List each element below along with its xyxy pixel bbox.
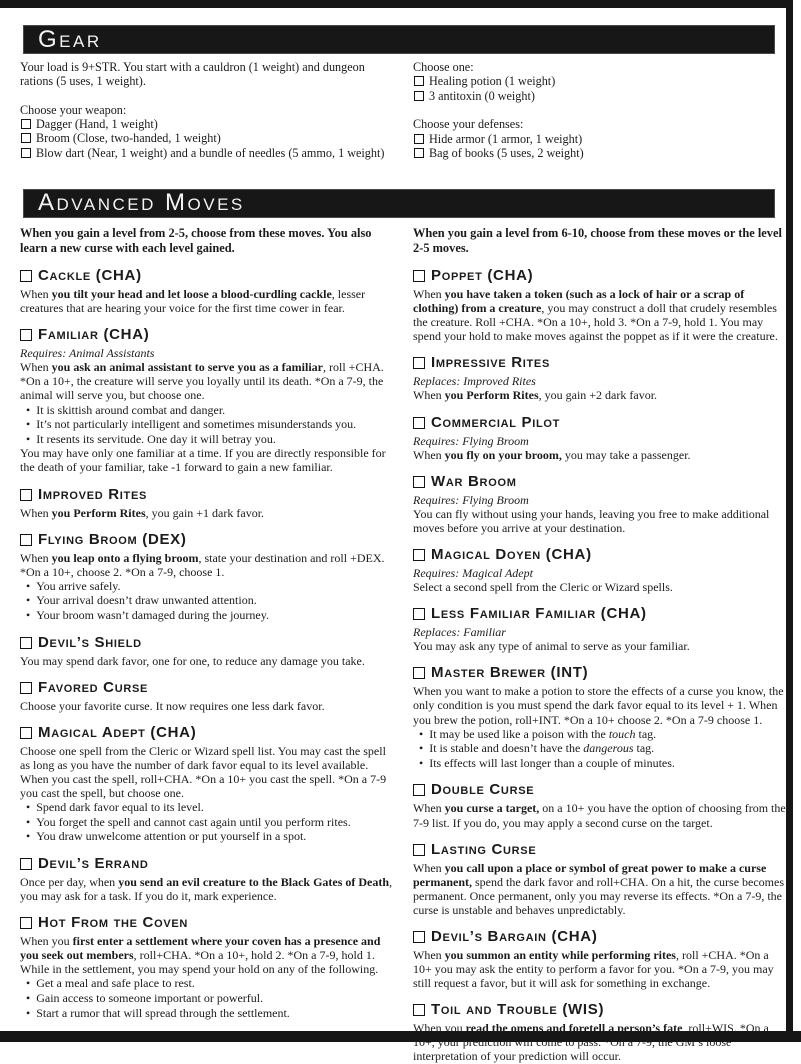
move-checkbox[interactable] [20, 637, 32, 649]
gear-section-header [23, 25, 775, 54]
move-checkbox[interactable] [20, 489, 32, 501]
advanced-moves-columns [20, 224, 788, 1064]
gear-option-label: Hide armor (1 armor, 1 weight) [429, 131, 583, 146]
move-title-label: Lasting Curse [431, 840, 537, 858]
move-body: Once per day, when you send an evil creature to the Black Gates of Death, you may ask for a task. If you do it, mark experience. [20, 874, 393, 903]
move-commercial-pilot [413, 414, 788, 462]
move-title [413, 605, 788, 623]
move-checkbox[interactable] [413, 270, 425, 282]
move-title-label: Improved Rites [38, 485, 148, 503]
gear-right-column [413, 60, 788, 175]
move-bullet-list [20, 403, 398, 447]
move-title [20, 486, 398, 504]
move-body: You may ask any type of animal to serve as your familiar. [413, 639, 690, 654]
advanced-moves-section-title: Advanced Moves [38, 189, 245, 217]
move-improved-rites [20, 486, 398, 520]
move-body: When you want to make a potion to store the effects of a curse you know, the only condition is you must spend the dark favor equal to its level + 1. When you brew the potion, roll+INT. *On a 10+ choose 2. *On a 7-9 choose 1. [413, 684, 784, 727]
move-bullet-item: • You draw unwelcome attention or put yourself in a spot. [26, 829, 398, 844]
move-double-curse [413, 781, 788, 829]
move-body: When you summon an entity while performing rites, roll +CHA. *On a 10+ you may ask the entity to perform a favor for you. *On a 7-9, you may still request a favor, but it will ask for something in exchange. [413, 948, 774, 991]
move-title-label: Devil’s Bargain (CHA) [431, 928, 598, 945]
move-bullet-list [20, 579, 398, 623]
gear-option-label: Blow dart (Near, 1 weight) and a bundle of needles (5 ammo, 1 weight) [36, 146, 385, 161]
move-war-broom [413, 473, 788, 535]
move-body: When you tilt your head and let loose a blood-curdling cackle, lesser creatures that are hearing your voice for the first time cower in fear. [20, 286, 366, 316]
move-magical-doyen-cha [413, 546, 788, 594]
move-poppet-cha [413, 267, 788, 343]
move-title [20, 634, 398, 652]
move-title [20, 679, 398, 697]
gear-left-column [20, 60, 398, 175]
move-checkbox[interactable] [413, 844, 425, 856]
gear-option-checkbox[interactable] [414, 134, 424, 144]
move-master-brewer-int [413, 664, 788, 770]
move-bullet-list [413, 727, 788, 771]
move-title [413, 414, 788, 432]
move-toil-and-trouble-wis [413, 1001, 788, 1063]
move-checkbox[interactable] [20, 329, 32, 341]
gear-option-checkbox[interactable] [21, 119, 31, 129]
move-body: Choose one spell from the Cleric or Wizard spell list. You may cast the spell as long as you have the number of dark favor equal to its level available. When you cast the spell, roll+CHA. *On a 10+ you cast the spell. *On a 7-9 you cast the spell, but choose one. [20, 743, 387, 801]
gear-option-blow-dart-near-1-weight-and-a-bundle-of-needles-5-ammo-1-weight [20, 146, 398, 161]
move-bullet-item: • It is skittish around combat and danger. [26, 403, 398, 418]
gear-option-label: 3 antitoxin (0 weight) [429, 88, 535, 103]
gear-option-label: Bag of books (5 uses, 2 weight) [429, 146, 584, 161]
move-body: You can fly without using your hands, leaving you free to make additional moves before you arrive at your destination. [413, 506, 770, 535]
advanced-moves-section-header [23, 189, 775, 218]
move-body: Select a second spell from the Cleric or Wizard spells. [413, 580, 673, 595]
move-title-label: War Broom [431, 472, 517, 490]
move-checkbox[interactable] [20, 682, 32, 694]
move-title [413, 928, 788, 946]
move-checkbox[interactable] [20, 270, 32, 282]
move-requires: Requires: Flying Broom [413, 433, 529, 448]
move-body: When you have taken a token (such as a lock of hair or a scrap of clothing) from a creature, you may construct a doll that crudely resembles the creature. Roll +CHA. *On a 10+, hold 3. *On a 7-9, hold 1. You may spend your hold to make moves against the poppet as if it were the creature. [413, 286, 778, 344]
move-title [20, 326, 398, 344]
page-content [20, 8, 788, 1064]
move-title [413, 781, 788, 799]
move-bullet-item: • You arrive safely. [26, 579, 398, 594]
gear-option-hide-armor-1-armor-1-weight [413, 132, 788, 147]
move-bullet-item: • Get a meal and safe place to rest. [26, 976, 398, 991]
move-title-label: Cackle (CHA) [38, 266, 142, 284]
move-requires: Requires: Magical Adept [413, 566, 533, 580]
moves-left-column [20, 224, 398, 1064]
gear-option-3-antitoxin-0-weight [413, 89, 788, 104]
move-impressive-rites [413, 354, 788, 402]
move-title [413, 473, 788, 491]
gear-option-dagger-hand-1-weight [20, 117, 398, 132]
move-title [20, 724, 398, 742]
move-bullet-item: • Start a rumor that will spread through the settlement. [26, 1006, 398, 1021]
move-bullet-list [20, 976, 398, 1020]
move-title [413, 354, 788, 372]
move-checkbox[interactable] [413, 667, 425, 679]
move-checkbox[interactable] [20, 727, 32, 739]
move-body: When you read the omens and foretell a person’s fate, roll+WIS. *On a 10+, your prediction will come to pass. *On a 7-9, the GM’s loose interpretation of your prediction will occur. [413, 1021, 769, 1064]
move-title-label: Poppet (CHA) [431, 266, 534, 284]
move-bullet-item: • Gain access to someone important or powerful. [26, 991, 398, 1006]
gear-columns [20, 60, 788, 175]
move-title [20, 914, 398, 932]
gear-option-checkbox[interactable] [414, 76, 424, 86]
move-body: When you Perform Rites, you gain +1 dark favor. [20, 505, 265, 520]
gear-option-label: Broom (Close, two-handed, 1 weight) [36, 131, 221, 146]
move-after-text: You may have only one familiar at a time. If you are directly responsible for the death of your familiar, take -1 forward to gain a new familiar. [20, 446, 386, 475]
move-title [20, 531, 398, 549]
move-title [413, 546, 788, 564]
move-title-label: Master Brewer (INT) [431, 664, 589, 682]
move-title [20, 267, 398, 285]
moves-right-column [413, 224, 788, 1064]
move-devil-s-errand [20, 855, 398, 903]
move-checkbox[interactable] [20, 858, 32, 870]
move-title [413, 1001, 788, 1019]
gear-option-healing-potion-1-weight [413, 74, 788, 89]
move-bullet-item: • Its effects will last longer than a couple of minutes. [419, 756, 788, 771]
move-lasting-curse [413, 841, 788, 917]
gear-option-checkbox[interactable] [21, 133, 31, 143]
move-requires: Requires: Animal Assistants [20, 346, 155, 361]
move-bullet-item: • It may be used like a poison with the touch tag. [419, 727, 788, 742]
gear-option-checkbox[interactable] [414, 148, 424, 158]
move-body: When you fly on your broom, you may take a passenger. [413, 447, 691, 462]
move-bullet-list [20, 800, 398, 844]
move-title-label: Flying Broom (DEX) [38, 530, 187, 548]
move-title-label: Magical Doyen (CHA) [431, 546, 592, 563]
move-familiar-cha [20, 326, 398, 474]
move-title-label: Magical Adept (CHA) [38, 723, 197, 741]
gear-prompt-choose-your-weapon: Choose your weapon: [20, 102, 127, 117]
move-bullet-item: • It’s not particularly intelligent and sometimes misunderstands you. [26, 417, 398, 432]
gear-load-text: Your load is 9+STR. You start with a cauldron (1 weight) and dungeon rations (5 uses, 1 weight). [20, 60, 365, 89]
move-bullet-item: • It is stable and doesn’t have the dangerous tag. [419, 741, 788, 756]
move-checkbox[interactable] [413, 931, 425, 943]
gear-option-label: Healing potion (1 weight) [429, 74, 556, 89]
move-title-label: Double Curse [431, 781, 535, 799]
move-bullet-item: • You forget the spell and cannot cast again until you perform rites. [26, 815, 398, 830]
move-checkbox[interactable] [413, 608, 425, 620]
move-checkbox[interactable] [413, 357, 425, 369]
gear-option-checkbox[interactable] [414, 91, 424, 101]
move-body: When you call upon a place or symbol of great power to make a curse permanent, spend the dark favor and roll+CHA. On a hit, the curse becomes permanent. Once permanent, only you may reverse its effects. *On a 7-9, the curse is unstable and behaves unpredictably. [413, 860, 785, 917]
move-bullet-item: • Your arrival doesn’t draw unwanted attention. [26, 593, 398, 608]
move-title-label: Toil and Trouble (WIS) [431, 1001, 605, 1019]
move-title-label: Less Familiar Familiar (CHA) [431, 605, 647, 623]
gear-prompt-choose-your-defenses: Choose your defenses: [413, 117, 524, 132]
move-title-label: Hot From the Coven [38, 914, 189, 932]
move-cackle-cha [20, 267, 398, 315]
move-flying-broom-dex [20, 531, 398, 623]
gear-prompt-choose-one: Choose one: [413, 60, 474, 74]
move-devil-s-bargain-cha [413, 928, 788, 990]
moves-right-intro: When you gain a level from 6-10, choose from these moves or the level 2-5 moves. [413, 225, 782, 255]
move-less-familiar-familiar-cha [413, 605, 788, 653]
move-checkbox[interactable] [413, 784, 425, 796]
move-checkbox[interactable] [20, 917, 32, 929]
move-body: When you first enter a settlement where your coven has a presence and you seek out members, roll+CHA. *On a 10+, hold 2. *On a 7-9, hold 1. While in the settlement, you may spend your hold on any of the following. [20, 934, 381, 977]
moves-left-intro: When you gain a level from 2-5, choose from these moves. You also learn a new curse with each level gained. [20, 225, 372, 255]
move-magical-adept-cha [20, 724, 398, 844]
move-body: Choose your favorite curse. It now requires one less dark favor. [20, 698, 325, 713]
gear-option-checkbox[interactable] [21, 148, 31, 158]
gear-option-broom-close-two-handed-1-weight [20, 131, 398, 146]
move-checkbox[interactable] [413, 549, 425, 561]
move-body: When you curse a target, on a 10+ you have the option of choosing from the 7-9 list. If you do, you may apply a second curse on the target. [413, 801, 786, 830]
move-title-label: Commercial Pilot [431, 413, 561, 431]
move-requires: Requires: Flying Broom [413, 492, 529, 507]
move-checkbox[interactable] [413, 417, 425, 429]
move-requires: Replaces: Improved Rites [413, 374, 536, 389]
move-body: When you leap onto a flying broom, state your destination and roll +DEX. *On a 10+, choose 2. *On a 7-9, choose 1. [20, 550, 385, 579]
move-bullet-item: • Your broom wasn’t damaged during the journey. [26, 608, 398, 623]
move-title-label: Devil’s Shield [38, 633, 142, 651]
move-title-label: Impressive Rites [431, 354, 551, 372]
move-title-label: Favored Curse [38, 678, 149, 696]
move-requires: Replaces: Familiar [413, 625, 506, 640]
move-bullet-item: • Spend dark favor equal to its level. [26, 800, 398, 815]
move-title [413, 841, 788, 859]
move-checkbox[interactable] [413, 1004, 425, 1016]
move-bullet-item: • It resents its servitude. One day it will betray you. [26, 432, 398, 447]
page-top-border [0, 0, 793, 8]
move-checkbox[interactable] [20, 534, 32, 546]
move-title-label: Familiar (CHA) [38, 326, 150, 344]
move-title [20, 855, 398, 873]
gear-option-label: Dagger (Hand, 1 weight) [36, 116, 158, 131]
move-body: You may spend dark favor, one for one, to reduce any damage you take. [20, 653, 365, 668]
move-body: When you Perform Rites, you gain +2 dark favor. [413, 388, 658, 403]
move-title-label: Devil’s Errand [38, 854, 149, 872]
move-title [413, 267, 788, 285]
move-favored-curse [20, 679, 398, 713]
move-body: When you ask an animal assistant to serve you as a familiar, roll +CHA. *On a 10+, the creature will serve you loyally until its death. *On a 7-9, the animal will serve you, but choose one. [20, 360, 384, 403]
gear-option-bag-of-books-5-uses-2-weight [413, 146, 788, 161]
move-hot-from-the-coven [20, 914, 398, 1020]
move-devil-s-shield [20, 634, 398, 668]
move-title [413, 664, 788, 682]
gear-section-title: Gear [38, 25, 102, 53]
move-checkbox[interactable] [413, 476, 425, 488]
